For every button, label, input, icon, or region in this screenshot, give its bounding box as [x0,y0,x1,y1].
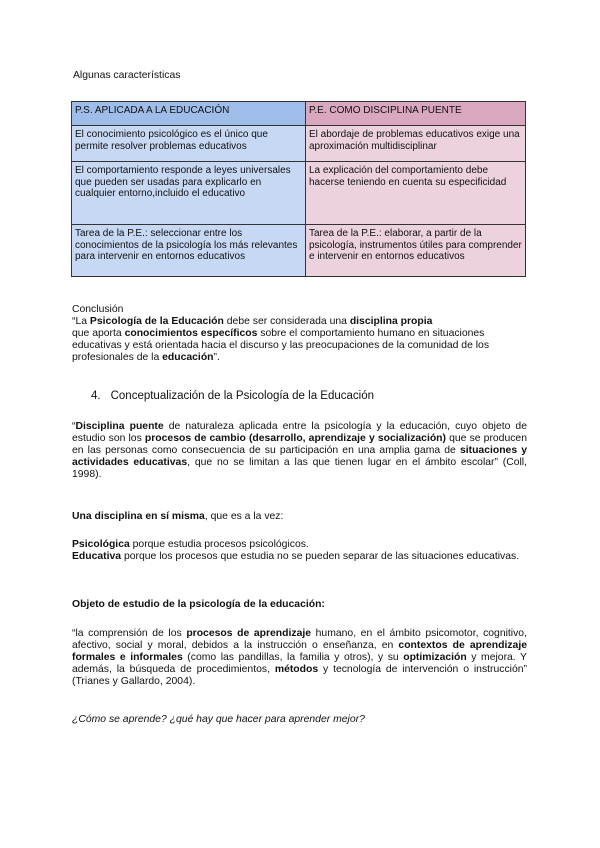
bold-term: Psicología de la Educación [89,316,224,327]
paragraph-psych-edu [72,539,527,563]
table-cell: Tarea de la P.E.: elaborar, a partir de la psicología, instrumentos útiles para comprender e intervenir en entornos educativos [306,225,526,277]
table-header-row [72,102,526,126]
bold-term: conocimientos específicos [124,328,258,339]
section-heading [91,390,374,403]
text-span: debe ser considerada una [223,316,350,327]
conclusion-label: Conclusión [72,304,124,315]
text-span: humano, en el ámbito psicomotor, cognitivo, afectivo, social y moral, debidos a la instrucción o enseñanza, en [72,628,527,651]
bold-term: optimización [403,652,467,663]
table-row [72,162,526,225]
bold-term: contextos de aprendizaje formales e informales [72,640,527,663]
table-cell: El comportamiento responde a leyes universales que pueden ser usadas para explicarlo en cualquier entorno,incluido el educativo [72,162,306,225]
text-span: y tecnología de intervención o instrucción” (Trianes y Gallardo, 2004). [72,664,527,687]
bold-term: Disciplina puente [75,421,164,432]
section-title: Conceptualización de la Psicología de la Educación [110,390,374,402]
table-cell: La explicación del comportamiento debe hacerse teniendo en cuenta su especificidad [306,162,526,225]
paragraph-questions [72,714,527,726]
text-span: porque estudia procesos psicológicos. [129,539,309,550]
text-span: “la comprensión de los [72,628,187,639]
bold-term: Una disciplina en sí misma [72,511,205,522]
text-span: (como las pandillas, la familia y otros), y su [182,652,404,663]
intro-label: Algunas características [73,70,181,81]
table-cell: Tarea de la P.E.: seleccionar entre los conocimientos de la psicología los más relevantes para intervenir en entornos educativos [72,225,306,277]
text-span: ”. [213,352,220,363]
text-span: sobre el comportamiento humano en situaciones educativas y está orientada hacia el discurso y las preocupaciones de la comunidad de los profesionales de la [72,328,490,363]
table-header-cell: P.E. COMO DISCIPLINA PUENTE [306,102,526,126]
text-span: “La [72,316,90,327]
comparison-table [71,101,526,277]
conclusion-quote [72,316,532,364]
bold-term: situaciones y actividades educativas [72,445,527,468]
table-row [72,225,526,277]
bold-term: Psicológica [72,539,130,550]
italic-questions: ¿Cómo se aprende? ¿qué hay que hacer para aprender mejor? [72,714,365,725]
table-row [72,126,526,162]
bold-term: Educativa [72,551,122,562]
table-cell: El conocimiento psicológico es el único que permite resolver problemas educativos [72,126,306,162]
bold-term: procesos de cambio (desarrollo, aprendizaje y socialización) [144,433,446,444]
table-header-cell: P.S. APLICADA A LA EDUCACIÓN [72,102,306,126]
text-span: “ [72,421,76,432]
conclusion-block [72,304,532,364]
bold-term: métodos [274,664,319,675]
bold-term: Objeto de estudio de la psicología de la educación: [72,599,325,610]
text-span: porque los procesos que estudia no se pueden separar de las situaciones educativas. [121,551,520,562]
bold-term: disciplina propia [349,316,433,327]
table-cell: El abordaje de problemas educativos exige una aproximación multidisciplinar [306,126,526,162]
text-span: y mejora. Y además, la búsqueda de procedimientos, [72,652,527,675]
text-span: , que es a la vez: [204,511,284,522]
bold-term: educación [162,352,214,363]
text-span: , que no se limitan a las que tienen lugar en el ámbito escolar” (Coll, 1998). [72,457,528,480]
text-span: que aporta [72,328,125,339]
text-span: de naturaleza aplicada entre la psicología y la educación, cuyo objeto de estudio son los [72,421,527,444]
paragraph-discipline [72,511,527,523]
paragraph-object-definition [72,628,527,688]
section-number: 4. [91,390,101,402]
paragraph-object-heading [72,599,527,611]
paragraph-definition [72,421,527,481]
text-span: que se producen en las personas como consecuencia de su participación en una amplia gama de [72,433,527,456]
bold-term: procesos de aprendizaje [186,628,312,639]
